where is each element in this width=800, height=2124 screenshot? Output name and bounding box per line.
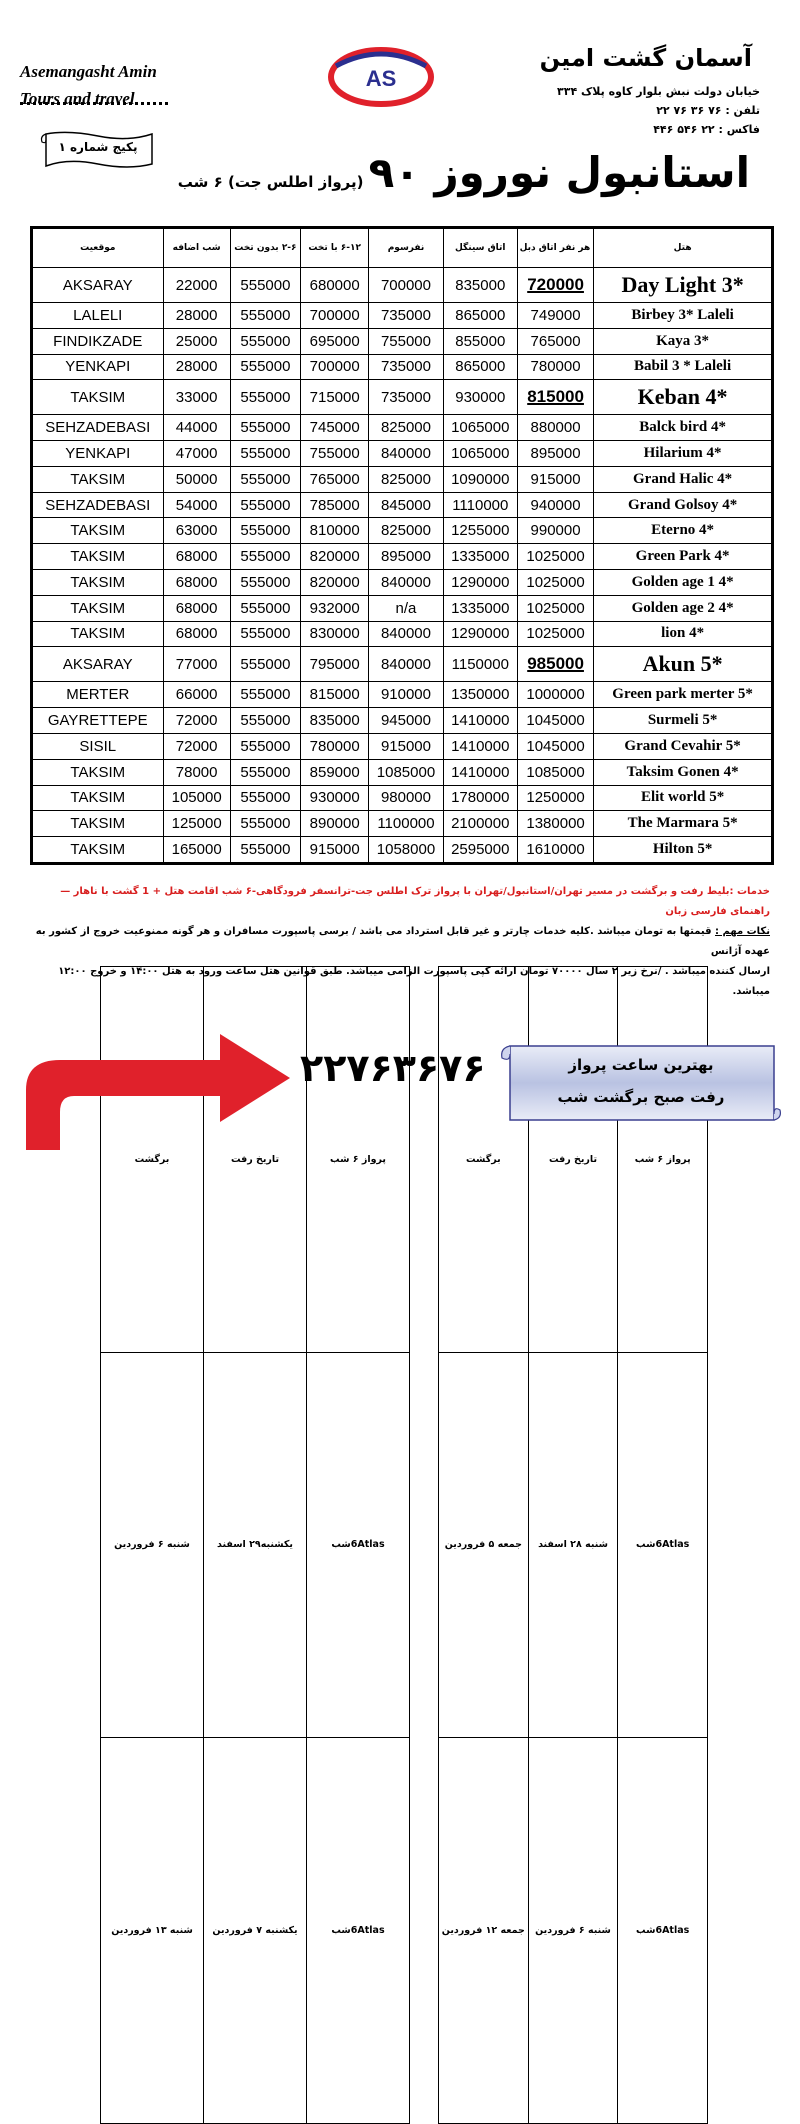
cell-hotel: Birbey 3* Laleli bbox=[594, 303, 772, 329]
flight-header: تاریخ رفت bbox=[528, 967, 618, 1353]
cell-child-nobed: 555000 bbox=[230, 492, 300, 518]
cell-child-nobed: 555000 bbox=[230, 268, 300, 303]
cell-child-bed: 755000 bbox=[301, 441, 369, 467]
cell-extra: 78000 bbox=[163, 759, 230, 785]
header-hotel: هتل bbox=[594, 229, 772, 268]
cell-double: 1025000 bbox=[517, 595, 593, 621]
cell-triple: 840000 bbox=[369, 570, 443, 596]
cell-extra: 125000 bbox=[163, 811, 230, 837]
table-row bbox=[33, 595, 772, 621]
cell-double-value: 720000 bbox=[527, 275, 584, 294]
cell-single: 1410000 bbox=[443, 759, 517, 785]
cell-double: 1000000 bbox=[517, 682, 593, 708]
table-header-row bbox=[33, 229, 772, 268]
flights-table-right bbox=[438, 966, 708, 2124]
important-text: قیمتها به تومان میباشد .کلیه خدمات چارتر و غیر قابل استرداد می باشد / برسی پاسپورت مسافران و هر گونه ممنوعیت خروج از کشور به عهده آژانس bbox=[35, 926, 770, 957]
logo-text: AS bbox=[365, 66, 397, 91]
cell-extra: 68000 bbox=[163, 544, 230, 570]
cell-triple: 840000 bbox=[369, 647, 443, 682]
cell-child-nobed: 555000 bbox=[230, 570, 300, 596]
table-row bbox=[33, 708, 772, 734]
cell-child-nobed: 555000 bbox=[230, 785, 300, 811]
cell-double: 1250000 bbox=[517, 785, 593, 811]
table-row bbox=[33, 785, 772, 811]
cell-child-nobed: 555000 bbox=[230, 303, 300, 329]
cell-hotel: Day Light 3* bbox=[594, 268, 772, 303]
cell-child-bed: 785000 bbox=[301, 492, 369, 518]
cell-hotel: Surmeli 5* bbox=[594, 708, 772, 734]
flight-cell: شنبه ۱۳ فروردین bbox=[101, 1738, 204, 2124]
cell-hotel: Taksim Gonen 4* bbox=[594, 759, 772, 785]
cell-location: TAKSIM bbox=[33, 759, 164, 785]
cell-single: 930000 bbox=[443, 380, 517, 415]
cell-child-bed: 745000 bbox=[301, 415, 369, 441]
table-row bbox=[439, 1352, 708, 1738]
table-row bbox=[33, 328, 772, 354]
cell-hotel: Kaya 3* bbox=[594, 328, 772, 354]
table-row bbox=[33, 415, 772, 441]
table-row bbox=[33, 518, 772, 544]
cell-location: TAKSIM bbox=[33, 466, 164, 492]
flight-cell: 6Atlasشب bbox=[307, 1352, 410, 1738]
table-row bbox=[101, 1352, 410, 1738]
table-row bbox=[101, 1738, 410, 2124]
red-arrow-icon bbox=[20, 1020, 300, 1155]
flight-header: پرواز ۶ شب bbox=[307, 967, 410, 1353]
cell-location: LALELI bbox=[33, 303, 164, 329]
cell-single: 2595000 bbox=[443, 837, 517, 863]
cell-double: 1025000 bbox=[517, 570, 593, 596]
flight-cell: شنبه ۲۸ اسفند bbox=[528, 1352, 618, 1738]
cell-extra: 105000 bbox=[163, 785, 230, 811]
cell-child-bed: 932000 bbox=[301, 595, 369, 621]
table-row bbox=[33, 570, 772, 596]
flight-header: برگشت bbox=[439, 967, 529, 1353]
cell-child-bed: 815000 bbox=[301, 682, 369, 708]
phone-number: تلفن : ۷۶ ۳۶ ۷۶ ۲۲ bbox=[656, 104, 760, 117]
cell-location: AKSARAY bbox=[33, 268, 164, 303]
cell-location: YENKAPI bbox=[33, 354, 164, 380]
cell-triple: 735000 bbox=[369, 380, 443, 415]
package-number: پکیج شماره ۱ bbox=[58, 140, 138, 154]
cell-child-bed: 715000 bbox=[301, 380, 369, 415]
cell-single: 835000 bbox=[443, 268, 517, 303]
cell-double: 1025000 bbox=[517, 544, 593, 570]
cell-location: AKSARAY bbox=[33, 647, 164, 682]
cell-extra: 72000 bbox=[163, 733, 230, 759]
cell-double: 940000 bbox=[517, 492, 593, 518]
cell-triple: 840000 bbox=[369, 441, 443, 467]
cell-child-nobed: 555000 bbox=[230, 544, 300, 570]
cell-hotel: Green park merter 5* bbox=[594, 682, 772, 708]
cell-single: 1150000 bbox=[443, 647, 517, 682]
cell-location: TAKSIM bbox=[33, 785, 164, 811]
cell-single: 1255000 bbox=[443, 518, 517, 544]
services-note: خدمات :بلیط رفت و برگشت در مسیر تهران/استانبول/تهران با پرواز ترک اطلس جت-ترانسفر فرودگاهی-۶ شب اقامت هتل + 1 گشت با ناهار —راهنمای فارسی زبان bbox=[60, 886, 770, 917]
cell-location: FINDIKZADE bbox=[33, 328, 164, 354]
cell-child-bed: 890000 bbox=[301, 811, 369, 837]
flight-header: پرواز ۶ شب bbox=[618, 967, 708, 1353]
cell-single: 1335000 bbox=[443, 544, 517, 570]
cell-double: 895000 bbox=[517, 441, 593, 467]
cell-hotel: lion 4* bbox=[594, 621, 772, 647]
cell-triple: 895000 bbox=[369, 544, 443, 570]
table-row bbox=[33, 621, 772, 647]
cell-child-nobed: 555000 bbox=[230, 708, 300, 734]
table-row bbox=[33, 380, 772, 415]
cell-child-bed: 700000 bbox=[301, 303, 369, 329]
cell-location: SISIL bbox=[33, 733, 164, 759]
cell-extra: 68000 bbox=[163, 595, 230, 621]
cell-child-bed: 835000 bbox=[301, 708, 369, 734]
cell-extra: 44000 bbox=[163, 415, 230, 441]
cell-extra: 68000 bbox=[163, 621, 230, 647]
cell-child-bed: 859000 bbox=[301, 759, 369, 785]
cell-double: 1045000 bbox=[517, 733, 593, 759]
cell-single: 1090000 bbox=[443, 466, 517, 492]
cell-hotel: Hilarium 4* bbox=[594, 441, 772, 467]
cell-double bbox=[517, 268, 593, 303]
cell-extra: 72000 bbox=[163, 708, 230, 734]
header-extra-night: شب اضافه bbox=[163, 229, 230, 268]
header-child-bed: ۶-۱۲ با تخت bbox=[301, 229, 369, 268]
cell-extra: 165000 bbox=[163, 837, 230, 863]
flight-cell: شنبه ۶ فروردین bbox=[101, 1352, 204, 1738]
cell-location: TAKSIM bbox=[33, 570, 164, 596]
address: خیابان دولت نبش بلوار کاوه پلاک ۳۳۴ bbox=[557, 85, 760, 98]
cell-single: 1290000 bbox=[443, 621, 517, 647]
cell-single: 1290000 bbox=[443, 570, 517, 596]
cell-hotel: Grand Halic 4* bbox=[594, 466, 772, 492]
cell-child-nobed: 555000 bbox=[230, 595, 300, 621]
flight-cell: 6Atlasشب bbox=[618, 1738, 708, 2124]
cell-child-nobed: 555000 bbox=[230, 441, 300, 467]
table-row bbox=[33, 466, 772, 492]
header-child-nobed: ۲-۶ بدون تخت bbox=[230, 229, 300, 268]
cell-triple: 1085000 bbox=[369, 759, 443, 785]
cell-single: 1110000 bbox=[443, 492, 517, 518]
notes-line3: ارسال کننده میباشد . /نرخ زیر ۲ سال ۷۰۰۰۰ تومان ارائه کپی پاسپورت الزامی میباشد. طبق قوانین هتل ساعت ورود به هتل ۱۴:۰۰ و خروج ۱۲:۰۰ میباشد. bbox=[58, 966, 770, 997]
cell-triple: 825000 bbox=[369, 466, 443, 492]
cell-double: 749000 bbox=[517, 303, 593, 329]
cell-location: TAKSIM bbox=[33, 811, 164, 837]
cell-triple: 825000 bbox=[369, 518, 443, 544]
cell-extra: 68000 bbox=[163, 570, 230, 596]
cell-double bbox=[517, 647, 593, 682]
cell-extra: 63000 bbox=[163, 518, 230, 544]
flight-cell: شنبه ۶ فروردین bbox=[528, 1738, 618, 2124]
cell-triple: 735000 bbox=[369, 303, 443, 329]
table-row bbox=[33, 733, 772, 759]
cell-location: SEHZADEBASI bbox=[33, 492, 164, 518]
cell-location: TAKSIM bbox=[33, 595, 164, 621]
important-note bbox=[28, 922, 770, 962]
flight-cell: 6Atlasشب bbox=[618, 1352, 708, 1738]
cell-double: 1085000 bbox=[517, 759, 593, 785]
table-row bbox=[439, 1738, 708, 2124]
cell-extra: 25000 bbox=[163, 328, 230, 354]
cell-child-nobed: 555000 bbox=[230, 733, 300, 759]
cell-extra: 33000 bbox=[163, 380, 230, 415]
cell-triple: 910000 bbox=[369, 682, 443, 708]
flight-cell: 6Atlasشب bbox=[307, 1738, 410, 2124]
cell-child-nobed: 555000 bbox=[230, 380, 300, 415]
cell-double: 765000 bbox=[517, 328, 593, 354]
header-single: اتاق سینگل bbox=[443, 229, 517, 268]
cell-single: 865000 bbox=[443, 354, 517, 380]
promo-line1: بهترین ساعت پرواز bbox=[568, 1056, 714, 1074]
header-location: موقعیت bbox=[33, 229, 164, 268]
cell-single: 865000 bbox=[443, 303, 517, 329]
cell-child-bed: 830000 bbox=[301, 621, 369, 647]
table-row bbox=[33, 441, 772, 467]
cell-hotel: Hilton 5* bbox=[594, 837, 772, 863]
cell-single: 2100000 bbox=[443, 811, 517, 837]
cell-child-nobed: 555000 bbox=[230, 837, 300, 863]
cell-double: 1610000 bbox=[517, 837, 593, 863]
cell-child-nobed: 555000 bbox=[230, 647, 300, 682]
header-triple: نفرسوم bbox=[369, 229, 443, 268]
cell-hotel: Keban 4* bbox=[594, 380, 772, 415]
cell-location: GAYRETTEPE bbox=[33, 708, 164, 734]
title-sub: (پرواز اطلس جت) ۶ شب bbox=[177, 173, 364, 191]
cell-hotel: Elit world 5* bbox=[594, 785, 772, 811]
cell-child-bed: 695000 bbox=[301, 328, 369, 354]
brand-persian: آسمان گشت امین bbox=[539, 44, 752, 72]
cell-child-bed: 700000 bbox=[301, 354, 369, 380]
title-main: استانبول نوروز ۹۰ bbox=[368, 148, 750, 197]
cell-single: 1410000 bbox=[443, 708, 517, 734]
cell-double: 915000 bbox=[517, 466, 593, 492]
cell-single: 1350000 bbox=[443, 682, 517, 708]
cell-double: 880000 bbox=[517, 415, 593, 441]
cell-triple: 825000 bbox=[369, 415, 443, 441]
cell-triple: 915000 bbox=[369, 733, 443, 759]
cell-single: 1780000 bbox=[443, 785, 517, 811]
promo-scroll-shape bbox=[498, 1040, 784, 1126]
cell-triple: 1058000 bbox=[369, 837, 443, 863]
cell-triple: 845000 bbox=[369, 492, 443, 518]
cell-child-nobed: 555000 bbox=[230, 621, 300, 647]
flight-header: تاریخ رفت bbox=[204, 967, 307, 1353]
cell-single: 1065000 bbox=[443, 441, 517, 467]
cell-hotel: Eterno 4* bbox=[594, 518, 772, 544]
table-row bbox=[33, 647, 772, 682]
cell-single: 1410000 bbox=[443, 733, 517, 759]
flight-cell: جمعه ۵ فروردین bbox=[439, 1352, 529, 1738]
fax-number: فاکس : ۲۲ ۵۴۶ ۴۴۶ bbox=[653, 123, 760, 136]
flight-cell: یکشنبه۲۹ اسفند bbox=[204, 1352, 307, 1738]
cell-triple: 840000 bbox=[369, 621, 443, 647]
cell-child-nobed: 555000 bbox=[230, 466, 300, 492]
cell-double: 1045000 bbox=[517, 708, 593, 734]
cell-child-bed: 915000 bbox=[301, 837, 369, 863]
cell-extra: 50000 bbox=[163, 466, 230, 492]
flight-header: برگشت bbox=[101, 967, 204, 1353]
cell-single: 1065000 bbox=[443, 415, 517, 441]
cell-extra: 22000 bbox=[163, 268, 230, 303]
cell-single: 1335000 bbox=[443, 595, 517, 621]
cell-extra: 28000 bbox=[163, 354, 230, 380]
cell-child-bed: 820000 bbox=[301, 570, 369, 596]
price-table bbox=[32, 228, 772, 863]
cell-child-bed: 765000 bbox=[301, 466, 369, 492]
flight-cell: جمعه ۱۲ فروردین bbox=[439, 1738, 529, 2124]
cell-hotel: Golden age 1 4* bbox=[594, 570, 772, 596]
cell-triple: 700000 bbox=[369, 268, 443, 303]
table-row bbox=[33, 492, 772, 518]
cell-child-bed: 810000 bbox=[301, 518, 369, 544]
cell-child-bed: 680000 bbox=[301, 268, 369, 303]
cell-hotel: Grand Golsoy 4* bbox=[594, 492, 772, 518]
cell-extra: 54000 bbox=[163, 492, 230, 518]
cell-child-nobed: 555000 bbox=[230, 354, 300, 380]
cell-location: YENKAPI bbox=[33, 441, 164, 467]
cell-hotel: Akun 5* bbox=[594, 647, 772, 682]
cell-location: SEHZADEBASI bbox=[33, 415, 164, 441]
table-row bbox=[33, 268, 772, 303]
brand-english-line2: Tours and travel bbox=[20, 89, 135, 108]
table-row bbox=[33, 544, 772, 570]
promo-line2: رفت صبح برگشت شب bbox=[557, 1088, 725, 1106]
cell-double-value: 985000 bbox=[527, 654, 584, 674]
cell-hotel: Golden age 2 4* bbox=[594, 595, 772, 621]
table-row bbox=[33, 303, 772, 329]
company-logo bbox=[326, 44, 436, 110]
cell-triple: n/a bbox=[369, 595, 443, 621]
cell-extra: 28000 bbox=[163, 303, 230, 329]
cell-extra: 66000 bbox=[163, 682, 230, 708]
cell-child-nobed: 555000 bbox=[230, 415, 300, 441]
phone-big: ۲۲۷۶۳۶۷۶ bbox=[300, 1046, 486, 1090]
dotted-divider bbox=[20, 102, 168, 105]
cell-child-bed: 795000 bbox=[301, 647, 369, 682]
contact-info bbox=[557, 82, 760, 139]
cell-triple: 735000 bbox=[369, 354, 443, 380]
cell-hotel: Balck bird 4* bbox=[594, 415, 772, 441]
cell-double: 1025000 bbox=[517, 621, 593, 647]
cell-hotel: Babil 3 * Laleli bbox=[594, 354, 772, 380]
cell-child-nobed: 555000 bbox=[230, 759, 300, 785]
table-row bbox=[439, 967, 708, 1353]
cell-extra: 77000 bbox=[163, 647, 230, 682]
brand-english-line1: Asemangasht Amin bbox=[20, 62, 157, 81]
cell-double bbox=[517, 380, 593, 415]
cell-single: 855000 bbox=[443, 328, 517, 354]
table-row bbox=[33, 811, 772, 837]
cell-hotel: Grand Cevahir 5* bbox=[594, 733, 772, 759]
cell-double-value: 815000 bbox=[527, 387, 584, 407]
cell-child-nobed: 555000 bbox=[230, 518, 300, 544]
cell-double: 990000 bbox=[517, 518, 593, 544]
cell-double: 780000 bbox=[517, 354, 593, 380]
cell-location: TAKSIM bbox=[33, 518, 164, 544]
cell-extra: 47000 bbox=[163, 441, 230, 467]
cell-location: TAKSIM bbox=[33, 837, 164, 863]
cell-hotel: Green Park 4* bbox=[594, 544, 772, 570]
page-title bbox=[177, 148, 750, 197]
cell-hotel: The Marmara 5* bbox=[594, 811, 772, 837]
promo-banner bbox=[498, 1040, 784, 1126]
important-label: نکات مهم : bbox=[715, 926, 770, 937]
cell-child-bed: 930000 bbox=[301, 785, 369, 811]
table-row bbox=[33, 759, 772, 785]
cell-child-nobed: 555000 bbox=[230, 811, 300, 837]
cell-triple: 755000 bbox=[369, 328, 443, 354]
flight-cell: یکشنبه ۷ فروردین bbox=[204, 1738, 307, 2124]
cell-double: 1380000 bbox=[517, 811, 593, 837]
price-table-wrap bbox=[30, 226, 774, 865]
cell-location: TAKSIM bbox=[33, 621, 164, 647]
cell-triple: 1100000 bbox=[369, 811, 443, 837]
table-row bbox=[33, 837, 772, 863]
cell-child-nobed: 555000 bbox=[230, 682, 300, 708]
table-row bbox=[33, 354, 772, 380]
cell-location: TAKSIM bbox=[33, 380, 164, 415]
cell-child-nobed: 555000 bbox=[230, 328, 300, 354]
cell-location: MERTER bbox=[33, 682, 164, 708]
header-double: هر نفر اتاق دبل bbox=[517, 229, 593, 268]
cell-triple: 945000 bbox=[369, 708, 443, 734]
package-banner bbox=[38, 130, 158, 170]
cell-child-bed: 820000 bbox=[301, 544, 369, 570]
cell-triple: 980000 bbox=[369, 785, 443, 811]
cell-child-bed: 780000 bbox=[301, 733, 369, 759]
cell-location: TAKSIM bbox=[33, 544, 164, 570]
table-row bbox=[33, 682, 772, 708]
